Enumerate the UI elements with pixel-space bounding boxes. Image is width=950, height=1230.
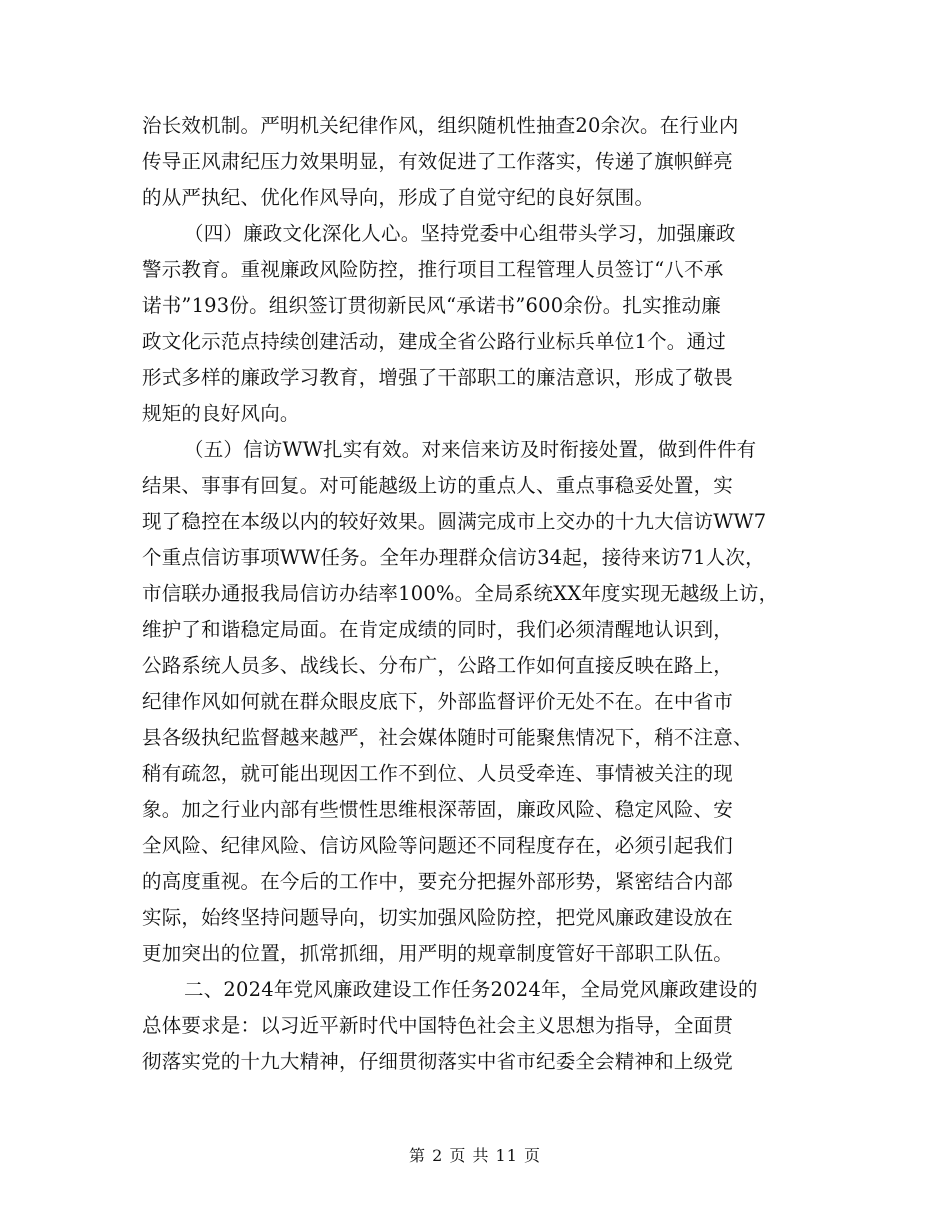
- text-line: 治长效机制。严明机关纪律作风，组织随机性抽查20余次。在行业内: [142, 114, 739, 137]
- text-line: 市信联办通报我局信访办结率100%。全局系统XX年度实现无越级上访，: [142, 582, 779, 605]
- text-line: 个重点信访事项WW任务。全年办理群众信访34起，接待来访71人次，: [142, 546, 765, 569]
- text-line: 形式多样的廉政学习教育，增强了干部职工的廉洁意识，形成了敬畏: [142, 366, 734, 389]
- text-line: 政文化示范点持续创建活动，建成全省公路行业标兵单位1个。通过: [142, 330, 726, 353]
- text-line: 的高度重视。在今后的工作中，要充分把握外部形势，紧密结合内部: [142, 870, 734, 893]
- text-line: 警示教育。重视廉政风险防控，推行项目工程管理人员签订“八不承: [142, 258, 724, 281]
- text-line: 诺书”193份。组织签订贯彻新民风“承诺书”600余份。扎实推动廉: [142, 294, 721, 317]
- text-line: 更加突出的位置，抓常抓细，用严明的规章制度管好干部职工队伍。: [142, 942, 734, 965]
- text-line: 全风险、纪律风险、信访风险等问题还不同程度存在，必须引起我们: [142, 834, 734, 857]
- text-line: 彻落实党的十九大精神，仔细贯彻落实中省市纪委全会精神和上级党: [142, 1050, 734, 1073]
- section-heading-line: （五）信访WW扎实有效。对来信来访及时衔接处置，做到件件有: [184, 438, 757, 461]
- text-line: 的从严执纪、优化作风导向，形成了自觉守纪的良好氛围。: [142, 186, 655, 209]
- text-line: 纪律作风如何就在群众眼皮底下，外部监督评价无处不在。在中省市: [142, 690, 734, 713]
- text-line: 传导正风肃纪压力效果明显，有效促进了工作落实，传递了旗帜鲜亮: [142, 150, 734, 173]
- text-line: 结果、事事有回复。对可能越级上访的重点人、重点事稳妥处置，实: [142, 474, 734, 497]
- document-body: [142, 108, 822, 1080]
- text-line: 实际，始终坚持问题导向，切实加强风险防控，把党风廉政建设放在: [142, 906, 734, 929]
- text-line: 公路系统人员多、战线长、分布广，公路工作如何直接反映在路上，: [142, 654, 734, 677]
- section-heading-line: 二、2024年党风廉政建设工作任务2024年，全局党风廉政建设的: [184, 978, 758, 1001]
- section-heading-line: （四）廉政文化深化人心。坚持党委中心组带头学习，加强廉政: [184, 222, 736, 245]
- text-line: 县各级执纪监督越来越严，社会媒体随时可能聚焦情况下，稍不注意、: [142, 726, 753, 749]
- text-line: 规矩的良好风向。: [142, 402, 300, 425]
- text-line: 稍有疏忽，就可能出现因工作不到位、人员受牵连、事情被关注的现: [142, 762, 734, 785]
- page-number-footer: 第 2 页 共 11 页: [409, 1146, 541, 1165]
- text-line: 维护了和谐稳定局面。在肯定成绩的同时，我们必须清醒地认识到，: [142, 618, 734, 641]
- text-line: 象。加之行业内部有些惯性思维根深蒂固，廉政风险、稳定风险、安: [142, 798, 734, 821]
- text-line: 总体要求是：以习近平新时代中国特色社会主义思想为指导，全面贯: [142, 1014, 734, 1037]
- text-line: 现了稳控在本级以内的较好效果。圆满完成市上交办的十九大信访WW7: [142, 510, 767, 533]
